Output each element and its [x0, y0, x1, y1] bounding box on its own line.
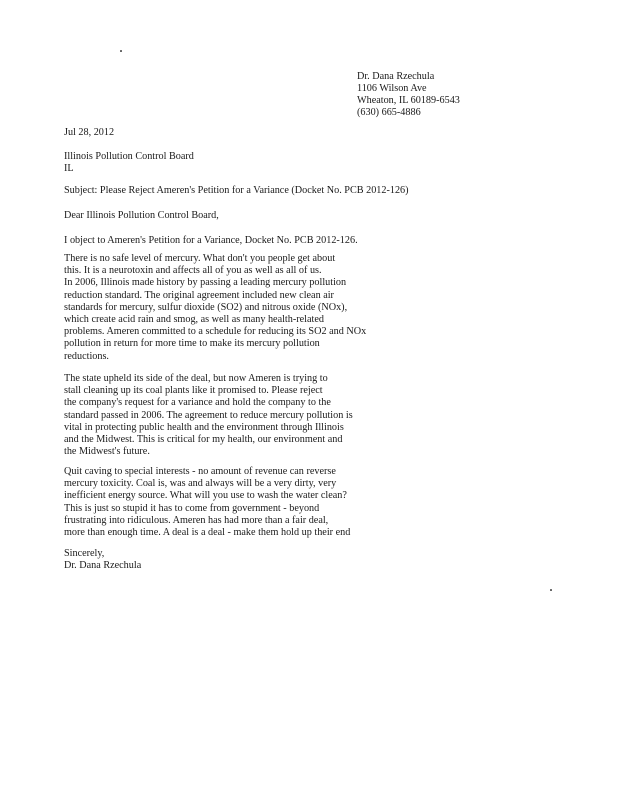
text-line: There is no safe level of mercury. What don't you people get about [64, 253, 336, 264]
text-line: stall cleaning up its coal plants like it promised to. Please reject [64, 385, 323, 397]
text-line: more than enough time. A deal is a deal - make them hold up their end [64, 527, 351, 539]
body-paragraph-3 [64, 466, 394, 539]
salutation-text: Dear Illinois Pollution Control Board, [64, 210, 219, 221]
sender-address [357, 71, 557, 119]
closing-block [64, 548, 394, 572]
text-line: the company's request for a variance and hold the company to the [64, 397, 331, 409]
sender-name: Dr. Dana Rzechula [357, 71, 435, 82]
text-line: Quit caving to special interests - no amount of revenue can reverse [64, 466, 336, 477]
text-line: This is just so stupid it has to come from government - beyond [64, 502, 320, 514]
text-line: and the Midwest. This is critical for my health, our environment and [64, 434, 343, 446]
text-line: inefficient energy source. What will you use to wash the water clean? [64, 490, 347, 502]
signature-name: Dr. Dana Rzechula [64, 560, 142, 572]
text-line: the Midwest's future. [64, 446, 150, 458]
text-line: reduction standard. The original agreement included new clean air [64, 289, 334, 301]
sender-phone: (630) 665-4886 [357, 107, 421, 118]
text-line: which create acid rain and smog, as well as many health-related [64, 314, 324, 326]
letter-date [64, 127, 394, 139]
objection-text: I object to Ameren's Petition for a Variance, Docket No. PCB 2012-126. [64, 235, 358, 246]
scan-speck [550, 589, 552, 591]
text-line: The state upheld its side of the deal, but now Ameren is trying to [64, 373, 328, 384]
objection-statement [64, 235, 464, 247]
scan-speck [120, 50, 122, 52]
text-line: this. It is a neurotoxin and affects all of you as well as all of us. [64, 265, 322, 277]
recipient-address [64, 151, 394, 175]
text-line: pollution in return for more time to make its mercury pollution [64, 338, 320, 350]
text-line: problems. Ameren committed to a schedule for reducing its SO2 and NOx [64, 326, 367, 338]
text-line: standards for mercury, sulfur dioxide (SO2) and nitrous oxide (NOx), [64, 301, 348, 313]
body-paragraph-2 [64, 373, 394, 458]
recipient-line-1: Illinois Pollution Control Board [64, 151, 194, 162]
body-paragraph-1 [64, 253, 394, 363]
text-line: standard passed in 2006. The agreement to reduce mercury pollution is [64, 409, 353, 421]
text-line: reductions. [64, 350, 109, 362]
text-line: frustrating into ridiculous. Ameren has had more than a fair deal, [64, 514, 329, 526]
text-line: In 2006, Illinois made history by passing a leading mercury pollution [64, 277, 347, 289]
salutation [64, 210, 394, 222]
date-text: Jul 28, 2012 [64, 127, 115, 138]
text-line: vital in protecting public health and the environment through Illinois [64, 421, 344, 433]
subject-text: Subject: Please Reject Ameren's Petition for a Variance (Docket No. PCB 2012-126) [64, 185, 409, 196]
subject-line [64, 185, 464, 197]
sender-street: 1106 Wilson Ave [357, 83, 427, 94]
valediction: Sincerely, [64, 548, 105, 559]
sender-city: Wheaton, IL 60189-6543 [357, 95, 460, 106]
recipient-line-2: IL [64, 163, 74, 175]
text-line: mercury toxicity. Coal is, was and always will be a very dirty, very [64, 478, 337, 490]
